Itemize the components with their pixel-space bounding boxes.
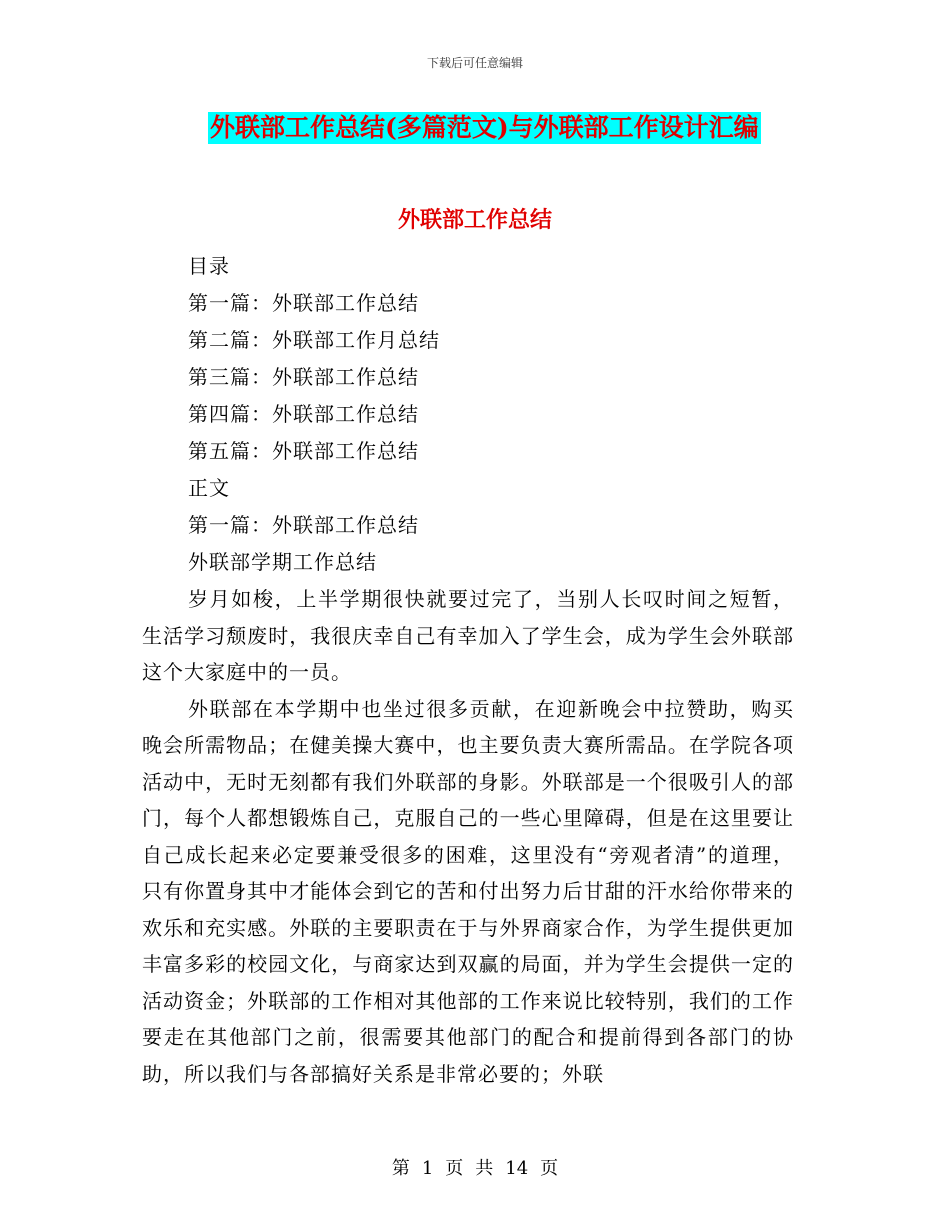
page-header: 下载后可任意编辑 xyxy=(426,56,523,70)
footer-total-unit: 页 xyxy=(540,1158,559,1179)
toc-item: 第三篇：外联部工作总结 xyxy=(188,365,419,389)
page-footer xyxy=(0,1154,950,1180)
section-subheading: 外联部学期工作总结 xyxy=(188,550,377,574)
table-of-contents xyxy=(188,248,440,581)
footer-total-number: 14 xyxy=(505,1158,529,1179)
section-title: 外联部工作总结 xyxy=(397,207,552,233)
toc-item: 第一篇：外联部工作总结 xyxy=(188,291,419,315)
toc-item: 第五篇：外联部工作总结 xyxy=(188,439,419,463)
footer-total-label: 共 xyxy=(475,1158,494,1179)
paragraph: 岁月如梭，上半学期很快就要过完了，当别人长叹时间之短暂，生活学习颓废时，我很庆幸自己有幸加入了学生会，成为学生会外联部这个大家庭中的一员。 xyxy=(142,587,794,684)
footer-page-number: 1 xyxy=(421,1158,434,1179)
footer-page-unit: 页 xyxy=(445,1158,464,1179)
toc-item: 第二篇：外联部工作月总结 xyxy=(188,328,440,352)
first-section-heading: 第一篇：外联部工作总结 xyxy=(188,513,419,537)
toc-item: 第四篇：外联部工作总结 xyxy=(188,402,419,426)
footer-page-label: 第 xyxy=(391,1158,410,1179)
toc-heading: 目录 xyxy=(188,254,230,278)
document-title: 外联部工作总结(多篇范文)与外联部工作设计汇编 xyxy=(210,113,759,142)
body-heading: 正文 xyxy=(188,476,230,500)
paragraph: 外联部在本学期中也坐过很多贡献，在迎新晚会中拉赞助，购买晚会所需物品；在健美操大赛中，也主要负责大赛所需品。在学院各项活动中，无时无刻都有我们外联部的身影。外联部是一个很吸引人的部门，每个人都想锻炼自己，克服自己的一些心里障碍，但是在这里要让自己成长起来必定要兼受很多的困难，这里没有“旁观者清”的道理，只有你置身其中才能体会到它的苦和付出努力后甘甜的汗水给你带来的欢乐和充实感。外联的主要职责在于与外界商家合作，为学生提供更加丰富多彩的校园文化，与商家达到双赢的局面，并为学生会提供一定的活动资金；外联部的工作相对其他部的工作来说比较特别，我们的工作要走在其他部门之前，很需要其他部门的配合和提前得到各部门的协助，所以我们与各部搞好关系是非常必要的；外联 xyxy=(142,696,794,1086)
body-text xyxy=(142,581,794,1092)
